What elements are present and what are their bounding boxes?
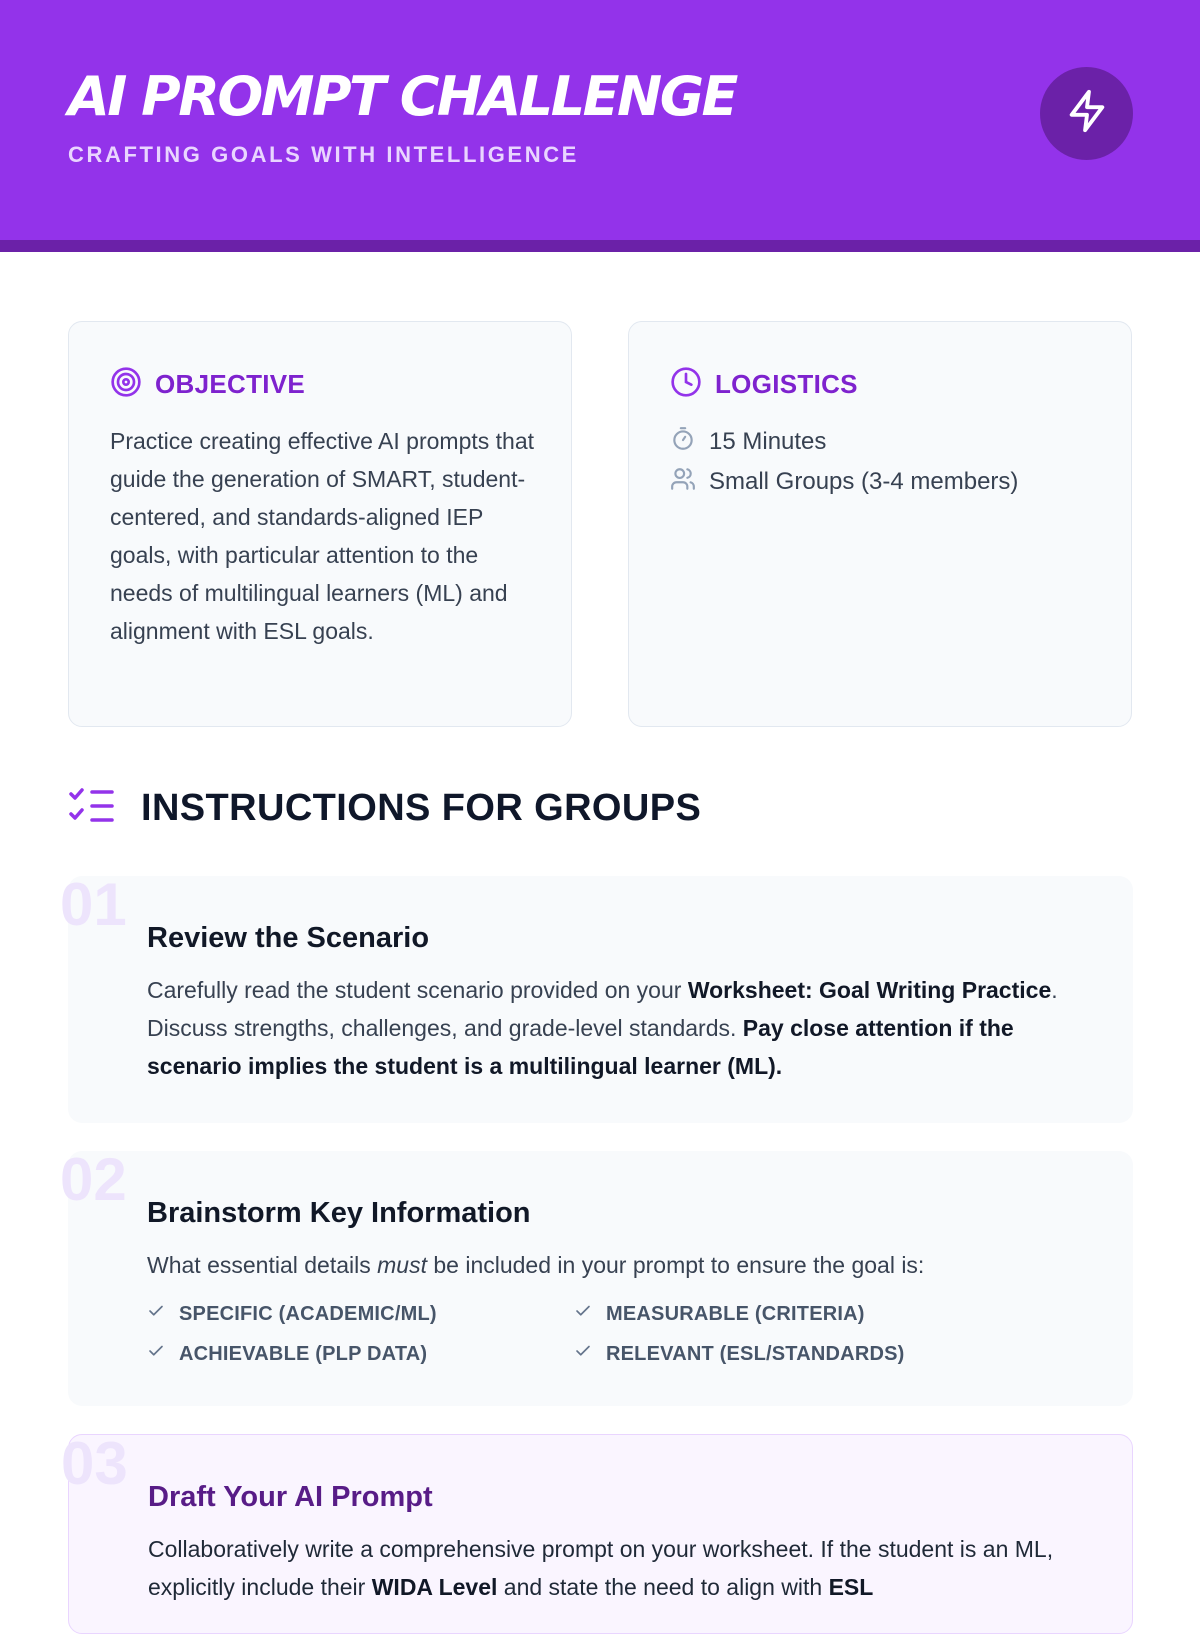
logistics-heading xyxy=(670,366,858,403)
objective-title: OBJECTIVE xyxy=(155,369,306,399)
check-icon xyxy=(147,1342,179,1366)
page-title: AI PROMPT CHALLENGE xyxy=(68,65,736,128)
check-icon xyxy=(574,1302,606,1326)
criteria-item: SPECIFIC (ACADEMIC/ML) xyxy=(147,1298,574,1330)
objective-heading xyxy=(110,366,305,403)
step-card-3 xyxy=(61,1430,1133,1634)
check-icon xyxy=(147,1302,179,1326)
logistics-item-duration xyxy=(670,422,1018,462)
target-icon xyxy=(110,366,142,403)
logistics-card xyxy=(628,321,1132,727)
lightning-icon xyxy=(1064,86,1110,141)
checklist-icon xyxy=(68,786,116,831)
step-text: Collaboratively write a comprehensive prompt on your worksheet. If the student is an ML, explicitly include their WIDA Level and state the need to align with ESL xyxy=(148,1536,1054,1600)
objective-text: Practice creating effective AI prompts that guide the generation of SMART, student-centered, and standards-aligned IEP goals, with particular attention to the needs of multilingual learners (ML) and alignment with ESL goals. xyxy=(110,428,535,644)
header-stripe xyxy=(0,240,1200,252)
step-number: 02 xyxy=(60,1146,127,1213)
duration-label: 15 Minutes xyxy=(709,428,827,455)
logistics-list xyxy=(670,422,1018,502)
criteria-item: ACHIEVABLE (PLP DATA) xyxy=(147,1338,574,1370)
users-icon xyxy=(670,466,709,499)
step-title: Review the Scenario xyxy=(147,922,430,954)
step-text: What essential details must be included in your prompt to ensure the goal is: xyxy=(147,1252,925,1278)
logistics-item-group-size xyxy=(670,462,1018,502)
instructions-title: INSTRUCTIONS FOR GROUPS xyxy=(141,786,702,829)
step-card-2 xyxy=(60,1146,1133,1406)
objective-card xyxy=(68,321,572,727)
step-title: Brainstorm Key Information xyxy=(147,1197,531,1229)
step-number: 01 xyxy=(60,871,127,938)
logistics-title: LOGISTICS xyxy=(715,369,858,399)
step-number: 03 xyxy=(61,1430,128,1497)
header-badge xyxy=(1040,67,1133,160)
step-title: Draft Your AI Prompt xyxy=(148,1481,433,1513)
instructions-heading xyxy=(68,780,701,836)
criteria-item: MEASURABLE (CRITERIA) xyxy=(574,1298,1001,1330)
page-subtitle: CRAFTING GOALS WITH INTELLIGENCE xyxy=(68,142,579,167)
step-text: Carefully read the student scenario provided on your Worksheet: Goal Writing Practice. Discuss strengths, challenges, and grade-level standards. Pay close attention if the scenario implies the student is a multilingual learner (ML). xyxy=(147,977,1058,1079)
criteria-list xyxy=(147,1298,1007,1370)
group-size-label: Small Groups (3-4 members) xyxy=(709,468,1019,495)
check-icon xyxy=(574,1342,606,1366)
timer-icon xyxy=(670,426,709,459)
clock-icon xyxy=(670,366,702,403)
criteria-item: RELEVANT (ESL/STANDARDS) xyxy=(574,1338,1001,1370)
header-banner xyxy=(0,0,1200,240)
step-card-1 xyxy=(60,871,1133,1123)
